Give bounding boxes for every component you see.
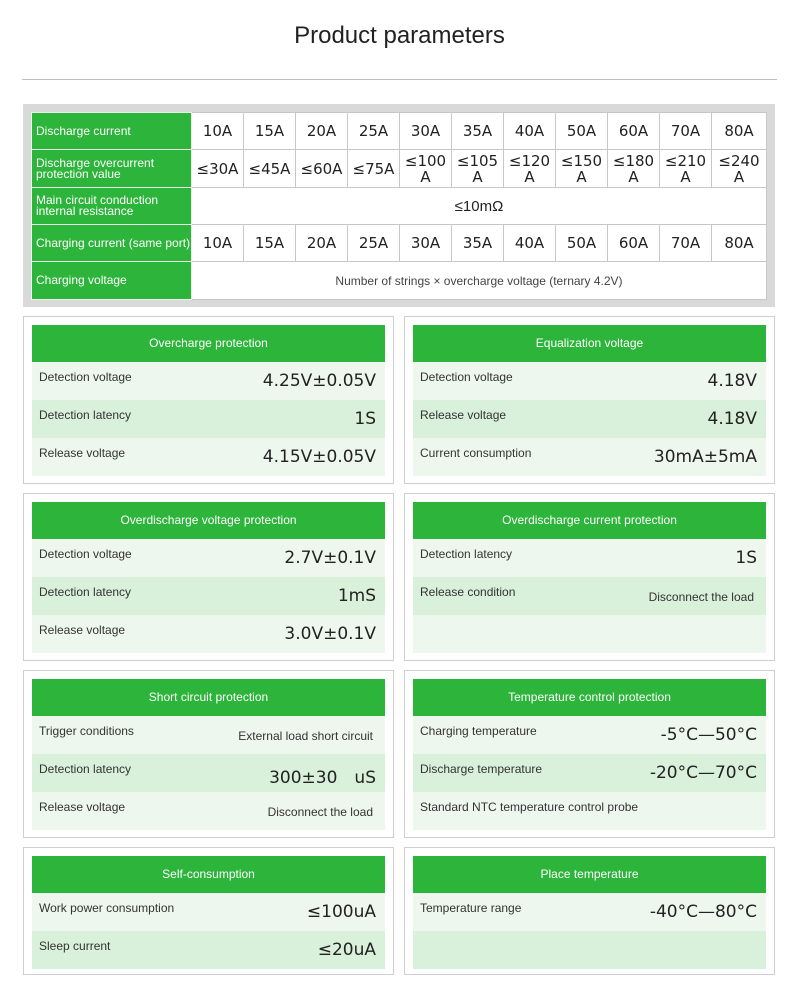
spec-cell: 35A xyxy=(452,113,504,150)
row-value: 4.15V±0.05V xyxy=(262,447,376,467)
row-label: Detection latency xyxy=(39,408,132,422)
spec-cell: 20A xyxy=(296,113,348,150)
spec-row-discharge-current xyxy=(32,113,767,150)
spec-cell: ≤210 A xyxy=(660,150,712,188)
panel-row xyxy=(32,893,385,931)
page-title: Product parameters xyxy=(294,22,505,49)
panel-title: Short circuit protection xyxy=(32,679,385,716)
panel-row xyxy=(32,400,385,438)
spec-cell: ≤45A xyxy=(244,150,296,188)
spec-cell: 10A xyxy=(192,225,244,262)
panel-short-circuit xyxy=(23,670,394,838)
panel-row xyxy=(413,362,766,400)
spec-cell: ≤75A xyxy=(348,150,400,188)
panel-title: Overdischarge voltage protection xyxy=(32,502,385,539)
panel-row xyxy=(413,438,766,476)
row-label: Detection voltage xyxy=(420,370,513,384)
spec-row-overcurrent-protection xyxy=(32,150,767,188)
panel-row xyxy=(32,716,385,754)
spec-cell: ≤105 A xyxy=(452,150,504,188)
row-value: 1mS xyxy=(337,586,376,606)
row-label: Release voltage xyxy=(39,800,126,814)
panel-row xyxy=(413,539,766,577)
row-value: 4.25V±0.05V xyxy=(262,371,376,391)
row-label: Standard NTC temperature control probe xyxy=(420,800,639,814)
panel-title: Overcharge protection xyxy=(32,325,385,362)
spec-cell: 10A xyxy=(192,113,244,150)
spec-cell: ≤30A xyxy=(192,150,244,188)
panel-equalization-voltage xyxy=(404,316,775,484)
row-value: 30mA±5mA xyxy=(653,447,757,467)
spec-cell: ≤150 A xyxy=(556,150,608,188)
row-label: Detection latency xyxy=(420,547,513,561)
spec-row-charging-voltage xyxy=(32,262,767,300)
spec-cell: ≤180 A xyxy=(608,150,660,188)
row-label: Release condition xyxy=(420,585,516,599)
panel-row xyxy=(32,539,385,577)
panel-row xyxy=(32,577,385,615)
spec-cell: ≤100 A xyxy=(400,150,452,188)
row-value: 4.18V xyxy=(707,409,757,429)
row-value: ≤20uA xyxy=(317,940,376,960)
row-value: -40°C—80°C xyxy=(649,902,757,922)
row-value: 300±30 uS xyxy=(269,768,376,788)
panel-row xyxy=(32,362,385,400)
spec-cell: 25A xyxy=(348,113,400,150)
spec-cell: ≤60A xyxy=(296,150,348,188)
row-label: Detection latency xyxy=(39,762,132,776)
row-value: 2.7V±0.1V xyxy=(284,548,376,568)
spec-row-label: Discharge current xyxy=(32,113,192,150)
spec-cell: ≤240 A xyxy=(712,150,767,188)
panel-row xyxy=(32,438,385,476)
panel-row xyxy=(32,792,385,830)
spec-cell: 80A xyxy=(712,113,767,150)
spec-cell: ≤10mΩ xyxy=(192,188,767,225)
row-label: Sleep current xyxy=(39,939,111,953)
spec-cell: 35A xyxy=(452,225,504,262)
panel-row xyxy=(413,754,766,792)
row-value: External load short circuit xyxy=(238,729,373,743)
panel-title: Overdischarge current protection xyxy=(413,502,766,539)
row-label: Detection voltage xyxy=(39,370,132,384)
title-divider xyxy=(22,79,777,80)
spec-row-internal-resistance xyxy=(32,188,767,225)
spec-cell: 30A xyxy=(400,113,452,150)
spec-cell: 50A xyxy=(556,113,608,150)
panel-row-empty xyxy=(413,615,766,653)
spec-cell: 15A xyxy=(244,225,296,262)
row-value: 1S xyxy=(735,548,757,568)
row-label: Temperature range xyxy=(420,901,522,915)
spec-cell: 80A xyxy=(712,225,767,262)
row-label: Detection voltage xyxy=(39,547,132,561)
spec-cell: 60A xyxy=(608,113,660,150)
spec-cell: 70A xyxy=(660,225,712,262)
row-value: 1S xyxy=(354,409,376,429)
row-label: Release voltage xyxy=(420,408,507,422)
spec-cell: 50A xyxy=(556,225,608,262)
row-label: Release voltage xyxy=(39,623,126,637)
panel-temperature-control xyxy=(404,670,775,838)
row-value: -5°C—50°C xyxy=(660,725,757,745)
spec-row-label: Discharge overcurrent protection value xyxy=(32,150,192,188)
spec-cell: ≤120 A xyxy=(504,150,556,188)
panel-row xyxy=(32,754,385,792)
spec-cell: Number of strings × overcharge voltage (ternary 4.2V) xyxy=(192,262,767,300)
spec-cell: 70A xyxy=(660,113,712,150)
row-label: Current consumption xyxy=(420,446,532,460)
panel-overdischarge-current xyxy=(404,493,775,661)
spec-cell: 25A xyxy=(348,225,400,262)
spec-row-charging-current xyxy=(32,225,767,262)
spec-cell: 40A xyxy=(504,225,556,262)
panel-row xyxy=(413,893,766,931)
spec-row-label: Main circuit conduction internal resistance xyxy=(32,188,192,225)
spec-cell: 20A xyxy=(296,225,348,262)
panel-title: Self-consumption xyxy=(32,856,385,893)
spec-row-label: Charging voltage xyxy=(32,262,192,300)
panel-row xyxy=(32,931,385,969)
row-label: Detection latency xyxy=(39,585,132,599)
spec-row-label: Charging current (same port) xyxy=(32,225,192,262)
panel-title: Place temperature xyxy=(413,856,766,893)
spec-cell: 40A xyxy=(504,113,556,150)
panel-row xyxy=(413,716,766,754)
panel-row xyxy=(413,400,766,438)
panel-row xyxy=(413,792,766,830)
row-label: Trigger conditions xyxy=(39,724,134,738)
panel-title: Temperature control protection xyxy=(413,679,766,716)
panel-row xyxy=(413,577,766,615)
panel-self-consumption xyxy=(23,847,394,975)
row-label: Discharge temperature xyxy=(420,762,543,776)
row-label: Work power consumption xyxy=(39,901,175,915)
row-value: 3.0V±0.1V xyxy=(284,624,376,644)
spec-cell: 60A xyxy=(608,225,660,262)
panel-overdischarge-voltage xyxy=(23,493,394,661)
panel-place-temperature xyxy=(404,847,775,975)
row-label: Release voltage xyxy=(39,446,126,460)
row-value: 4.18V xyxy=(707,371,757,391)
spec-cell: 15A xyxy=(244,113,296,150)
spec-table xyxy=(31,112,767,300)
row-value: Disconnect the load xyxy=(267,805,373,819)
panel-overcharge-protection xyxy=(23,316,394,484)
panel-row xyxy=(32,615,385,653)
spec-cell: 30A xyxy=(400,225,452,262)
row-label: Charging temperature xyxy=(420,724,537,738)
panel-title: Equalization voltage xyxy=(413,325,766,362)
panel-row-empty xyxy=(413,931,766,969)
row-value: Disconnect the load xyxy=(648,590,754,604)
row-value: ≤100uA xyxy=(306,902,376,922)
row-value: -20°C—70°C xyxy=(649,763,757,783)
